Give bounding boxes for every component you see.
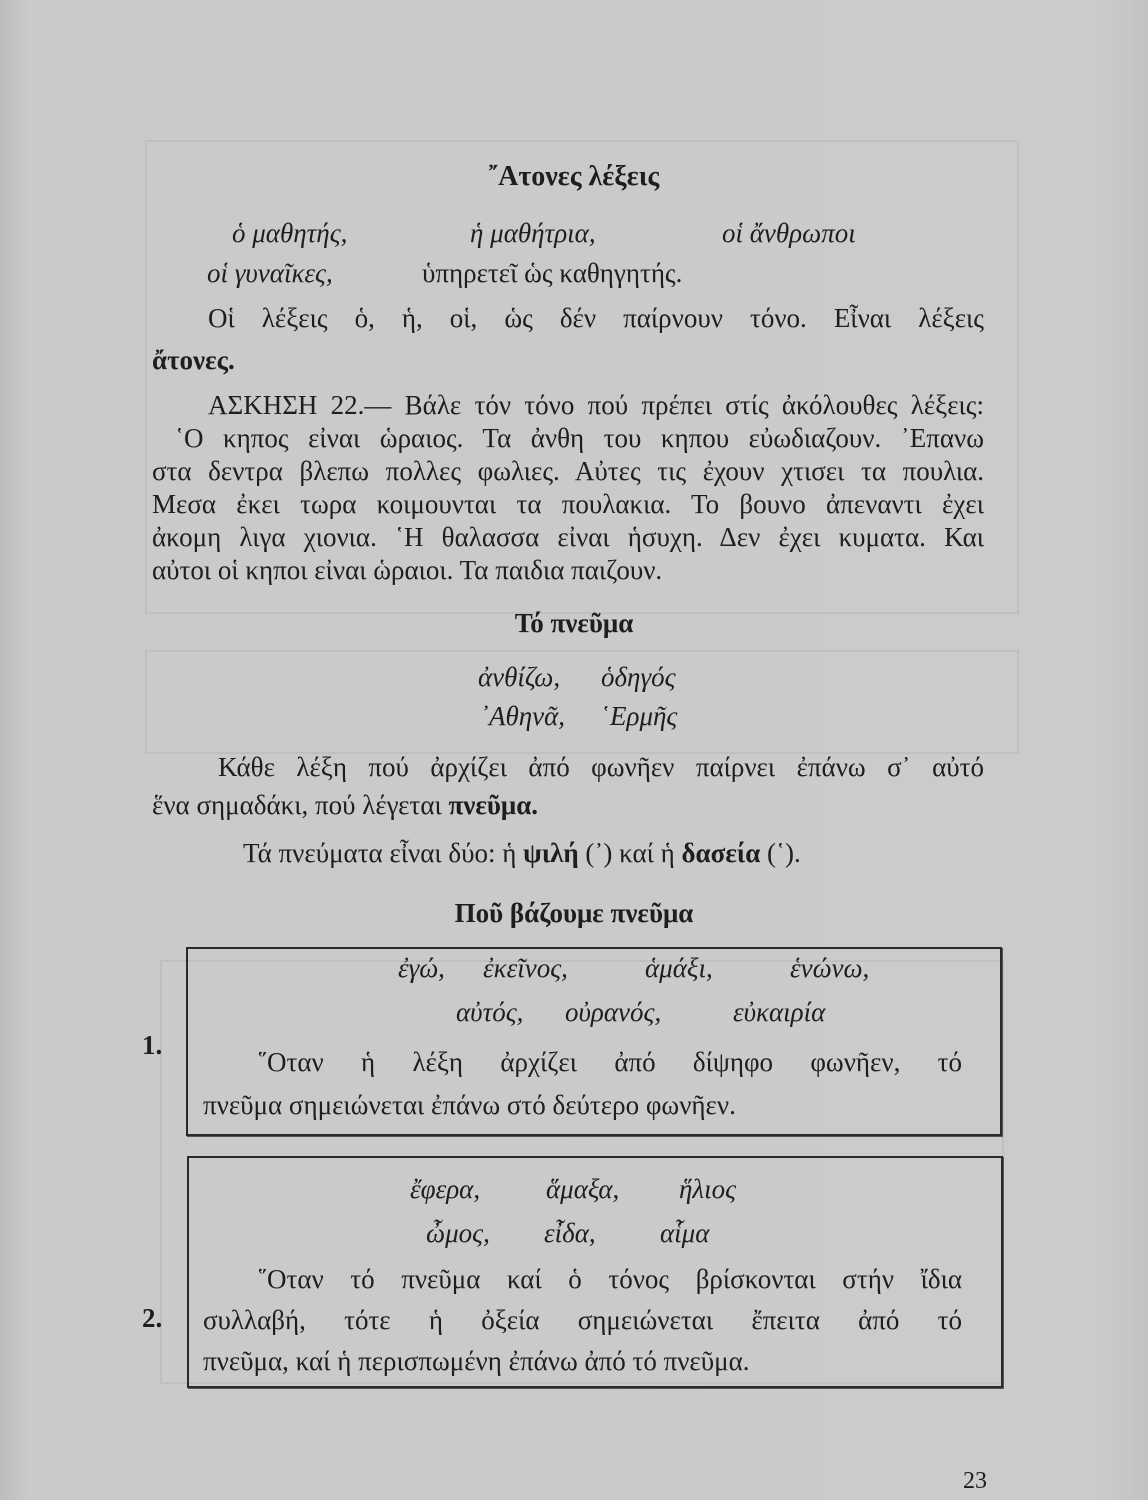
section-title-pneuma: Τό πνεῦμα xyxy=(514,608,634,638)
example-word: εὐκαιρία xyxy=(733,997,826,1027)
rule-text: συλλαβή, τότε ἡ ὀξεία σημειώνεται ἔπειτα ἀπό τό xyxy=(203,1305,962,1335)
pneuma-kinds xyxy=(243,836,801,870)
rule-text: ἄτονες. xyxy=(152,345,235,375)
example-word: οἱ γυναῖκες, xyxy=(207,258,333,288)
example-word: αἷμα xyxy=(660,1218,710,1248)
term-pneuma: πνεῦμα. xyxy=(448,790,539,820)
rule-text: Οἱ λέξεις ὁ, ἡ, οἱ, ὡς δέν παίρνουν τόνο. Εἶναι λέξεις xyxy=(208,303,984,333)
example-word: ἐγώ, xyxy=(398,953,445,983)
text: ἕνα σημαδάκι, πού λέγεται xyxy=(152,790,449,820)
example-phrase: ὑπηρετεῖ ὡς καθηγητής. xyxy=(422,258,683,288)
rule-number: 1. xyxy=(142,1030,163,1060)
example-word: εἶδα, xyxy=(544,1218,596,1248)
example-word: ἅμαξα, xyxy=(546,1174,620,1204)
section-title-atones: ῎Ατονες λέξεις xyxy=(488,161,660,192)
example-word: ἀνθίζω, xyxy=(478,662,561,692)
example-word: ὦμος, xyxy=(426,1218,490,1248)
example-word: ῾Ερμῆς xyxy=(601,701,678,731)
exercise-line: Μεσα ἐκει τωρα κοιμουνται τα πουλακια. Το βουνο ἀπεναντι ἐχει xyxy=(152,489,984,519)
example-word: ἡ μαθήτρια, xyxy=(470,218,596,248)
example-word: ὁδηγός xyxy=(601,662,676,692)
example-word: ἐκεῖνος, xyxy=(483,953,568,983)
example-word: ἑνώνω, xyxy=(790,953,870,983)
pneuma-paragraph xyxy=(152,788,538,822)
bleed-through-frame xyxy=(145,650,1019,754)
rule-number: 2. xyxy=(142,1303,163,1333)
text: (᾿) καί ἡ xyxy=(578,838,682,868)
rule-text: ῞Οταν τό πνεῦμα καί ὁ τόνος βρίσκονται στήν ἴδια xyxy=(258,1264,962,1294)
example-word: οἱ ἄνθρωποι xyxy=(722,218,856,248)
exercise-line: ἀκομη λιγα χιονια. ῾Η θαλασσα εἰναι ἡσυχη. Δεν ἐχει κυματα. Και xyxy=(152,522,984,552)
section-title-where: Ποῦ βάζουμε πνεῦμα xyxy=(454,898,694,928)
exercise-line: αὐτοι οἱ κηποι εἰναι ὡραιοι. Τα παιδια παιζουν. xyxy=(152,555,663,585)
example-word: ἔφερα, xyxy=(410,1174,481,1204)
term-daseia: δασεία xyxy=(681,838,761,868)
text: (῾). xyxy=(760,838,801,868)
example-word: ἁμάξι, xyxy=(645,953,713,983)
page-number: 23 xyxy=(963,1468,987,1494)
example-word: ἥλιος xyxy=(679,1174,737,1204)
rule-text: πνεῦμα σημειώνεται ἐπάνω στό δεύτερο φωνῆεν. xyxy=(203,1090,736,1120)
example-word: αὐτός, xyxy=(456,997,524,1027)
pneuma-paragraph: Κάθε λέξη πού ἀρχίζει ἀπό φωνῆεν παίρνει ἐπάνω σ᾿ αὐτό xyxy=(218,752,984,782)
text: Τά πνεύματα εἶναι δύο: ἡ xyxy=(243,838,524,868)
exercise-heading: ΑΣΚΗΣΗ 22.— Βάλε τόν τόνο πού πρέπει στίς ἀκόλουθες λέξεις: xyxy=(208,390,984,420)
example-word: ὁ μαθητής, xyxy=(232,218,348,248)
term-psili: ψιλή xyxy=(523,838,579,868)
rule-text: ῞Οταν ἡ λέξη ἀρχίζει ἀπό δίψηφο φωνῆεν, τό xyxy=(258,1047,962,1077)
example-word: οὐρανός, xyxy=(565,997,662,1027)
example-word: ᾿Αθηνᾶ, xyxy=(480,701,566,731)
exercise-line: ῾Ο κηπος εἰναι ὡραιος. Τα ἀνθη του κηπου εὐωδιαζουν. ᾿Επανω xyxy=(175,423,984,453)
exercise-line: στα δεντρα βλεπω πολλες φωλιες. Αὐτες τις ἐχουν χτισει τα πουλια. xyxy=(152,456,984,486)
rule-text: πνεῦμα, καί ἡ περισπωμένη ἐπάνω ἀπό τό πνεῦμα. xyxy=(203,1346,750,1376)
